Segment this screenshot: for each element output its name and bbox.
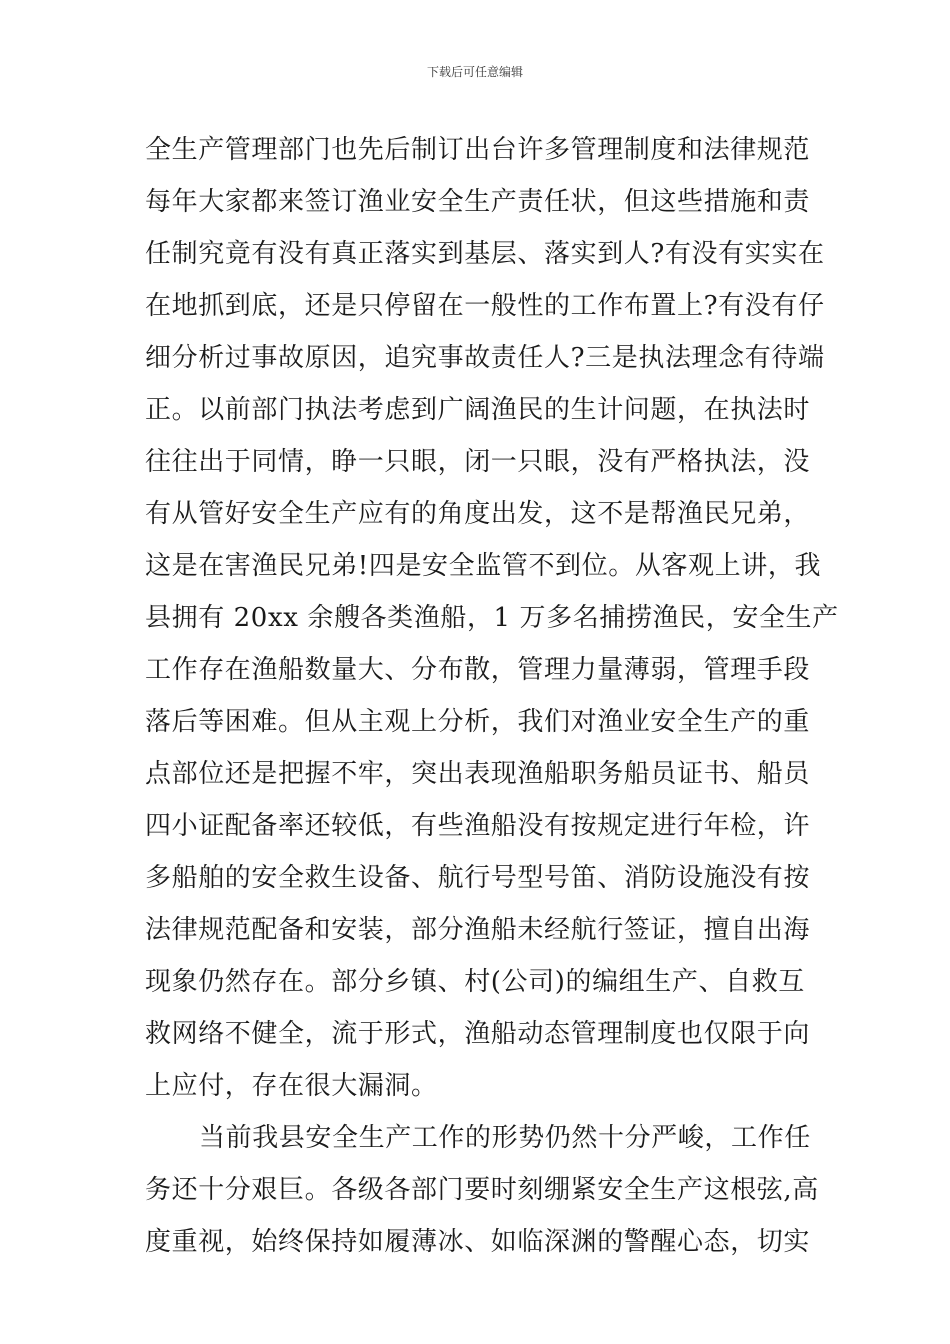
text-line: 法律规范配备和安装，部分渔船未经航行签证，擅自出海 xyxy=(145,915,811,945)
page-header: 下载后可任意编辑 xyxy=(426,65,523,79)
text-line: 全生产管理部门也先后制订出台许多管理制度和法律规范 xyxy=(145,135,811,165)
paragraph-1 xyxy=(145,124,839,1112)
text-line: 务还十分艰巨。各级各部门要时刻绷紧安全生产这根弦,高 xyxy=(145,1175,819,1205)
text-line: 县拥有 20xx 余艘各类渔船，1 万多名捕捞渔民，安全生产 xyxy=(145,603,839,633)
text-line: 正。以前部门执法考虑到广阔渔民的生计问题，在执法时 xyxy=(145,395,811,425)
text-line: 现象仍然存在。部分乡镇、村(公司)的编组生产、自救互 xyxy=(145,967,805,997)
text-line: 多船舶的安全救生设备、航行号型号笛、消防设施没有按 xyxy=(145,863,811,893)
text-line: 往往出于同情，睁一只眼，闭一只眼，没有严格执法，没 xyxy=(145,447,811,477)
text-line: 点部位还是把握不牢，突出表现渔船职务船员证书、船员 xyxy=(145,759,811,789)
text-line: 落后等困难。但从主观上分析，我们对渔业安全生产的重 xyxy=(145,707,811,737)
text-line: 救网络不健全，流于形式，渔船动态管理制度也仅限于向 xyxy=(145,1019,811,1049)
paragraph-2 xyxy=(145,1112,819,1268)
text-line: 每年大家都来签订渔业安全生产责任状，但这些措施和责 xyxy=(145,187,811,217)
text-line: 四小证配备率还较低，有些渔船没有按规定进行年检，许 xyxy=(145,811,811,841)
text-line: 工作存在渔船数量大、分布散，管理力量薄弱，管理手段 xyxy=(145,655,811,685)
text-line: 上应付，存在很大漏洞。 xyxy=(145,1071,438,1101)
body-text xyxy=(145,124,839,1268)
text-line: 细分析过事故原因，追究事故责任人?三是执法理念有待端 xyxy=(145,343,825,373)
text-line: 在地抓到底，还是只停留在一般性的工作布置上?有没有仔 xyxy=(145,291,825,321)
text-line: 有从管好安全生产应有的角度出发，这不是帮渔民兄弟， xyxy=(145,499,811,529)
text-line: 任制究竟有没有真正落实到基层、落实到人?有没有实实在 xyxy=(145,239,825,269)
text-line: 度重视，始终保持如履薄冰、如临深渊的警醒心态，切实 xyxy=(145,1227,811,1257)
text-line: 当前我县安全生产工作的形势仍然十分严峻，工作任 xyxy=(199,1123,811,1153)
text-line: 这是在害渔民兄弟!四是安全监管不到位。从客观上讲，我 xyxy=(145,551,822,581)
